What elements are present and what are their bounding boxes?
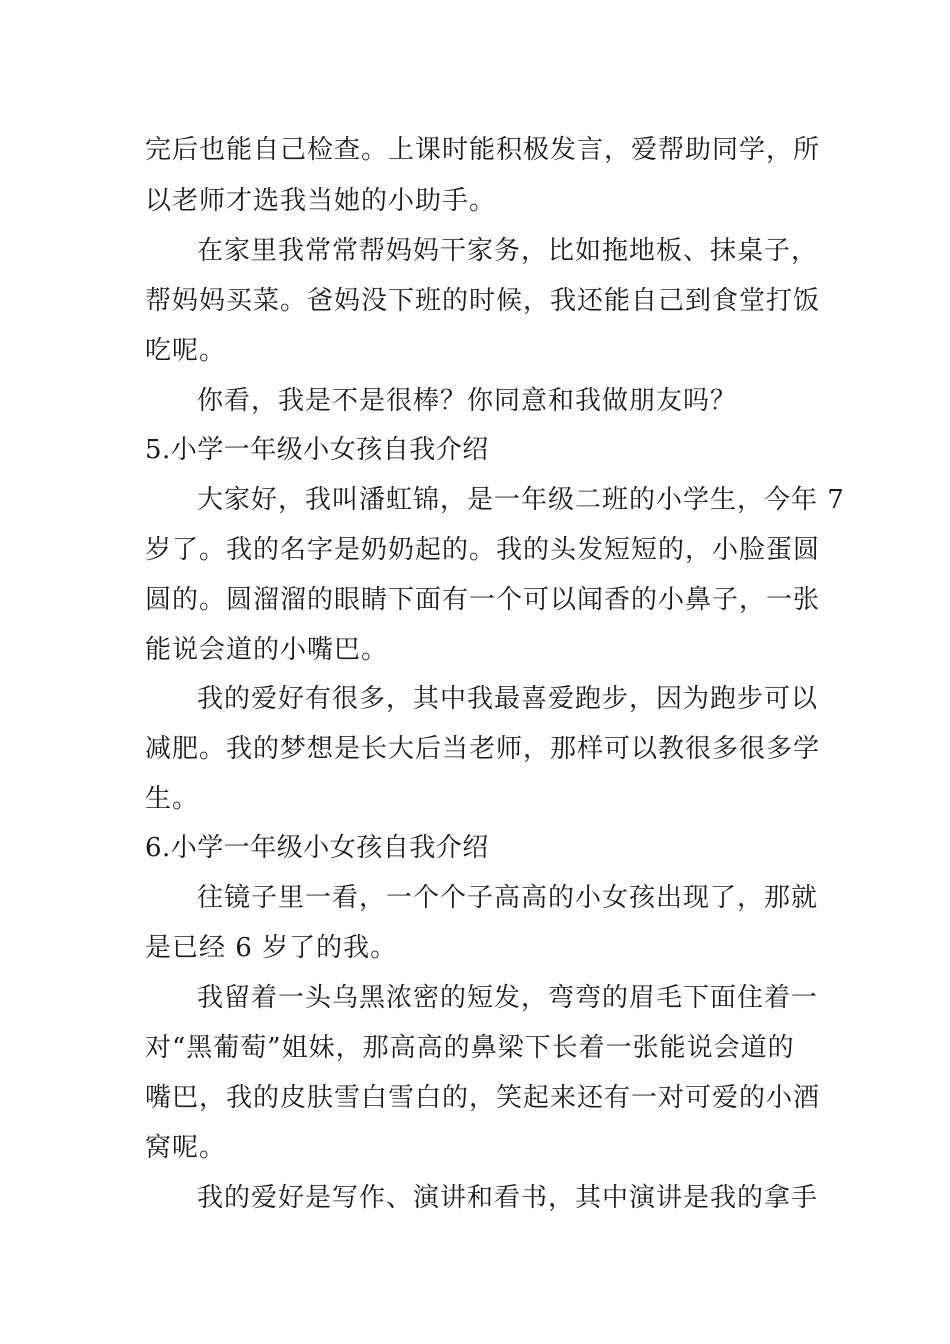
paragraph-line: 完后也能自己检查。上课时能积极发言，爱帮助同学，所 (145, 135, 821, 165)
paragraph-line: 以老师才选我当她的小助手。 (145, 186, 497, 216)
paragraph-line: 在家里我常常帮妈妈干家务，比如拖地板、抹桌子， (197, 236, 819, 266)
paragraph-line: 岁了。我的名字是奶奶起的。我的头发短短的，小脸蛋圆 (145, 535, 821, 565)
paragraph-line: 生。 (145, 784, 200, 814)
paragraph-line: 大家好，我叫潘虹锦，是一年级二班的小学生，今年 7 (197, 485, 845, 515)
paragraph-line: 能说会道的小嘴巴。 (145, 635, 389, 665)
paragraph-line: 是已经 6 岁了的我。 (145, 933, 398, 963)
paragraph-line: 减肥。我的梦想是长大后当老师，那样可以教很多很多学 (145, 734, 821, 764)
paragraph-line: 往镜子里一看，一个个子高高的小女孩出现了，那就 (197, 883, 819, 913)
paragraph-line: 吃呢。 (145, 336, 227, 366)
paragraph-line: 我留着一头乌黑浓密的短发，弯弯的眉毛下面住着一 (197, 983, 819, 1013)
paragraph-line: 我的爱好是写作、演讲和看书，其中演讲是我的拿手 (197, 1183, 819, 1213)
paragraph-line: 我的爱好有很多，其中我最喜爱跑步，因为跑步可以 (197, 684, 819, 714)
paragraph-line: 嘴巴，我的皮肤雪白雪白的，笑起来还有一对可爱的小酒 (145, 1083, 821, 1113)
paragraph-line: 对“黑葡萄”姐妹，那高高的鼻梁下长着一张能说会道的 (145, 1033, 795, 1063)
paragraph-line: 圆的。圆溜溜的眼睛下面有一个可以闻香的小鼻子，一张 (145, 585, 821, 615)
paragraph-line: 你看，我是不是很棒？你同意和我做朋友吗？ (197, 386, 738, 416)
paragraph-line: 窝呢。 (145, 1133, 227, 1163)
section-heading: 6.小学一年级小女孩自我介绍 (145, 833, 489, 863)
paragraph-line: 帮妈妈买菜。爸妈没下班的时候，我还能自己到食堂打饭 (145, 286, 821, 316)
section-heading: 5.小学一年级小女孩自我介绍 (145, 435, 489, 465)
